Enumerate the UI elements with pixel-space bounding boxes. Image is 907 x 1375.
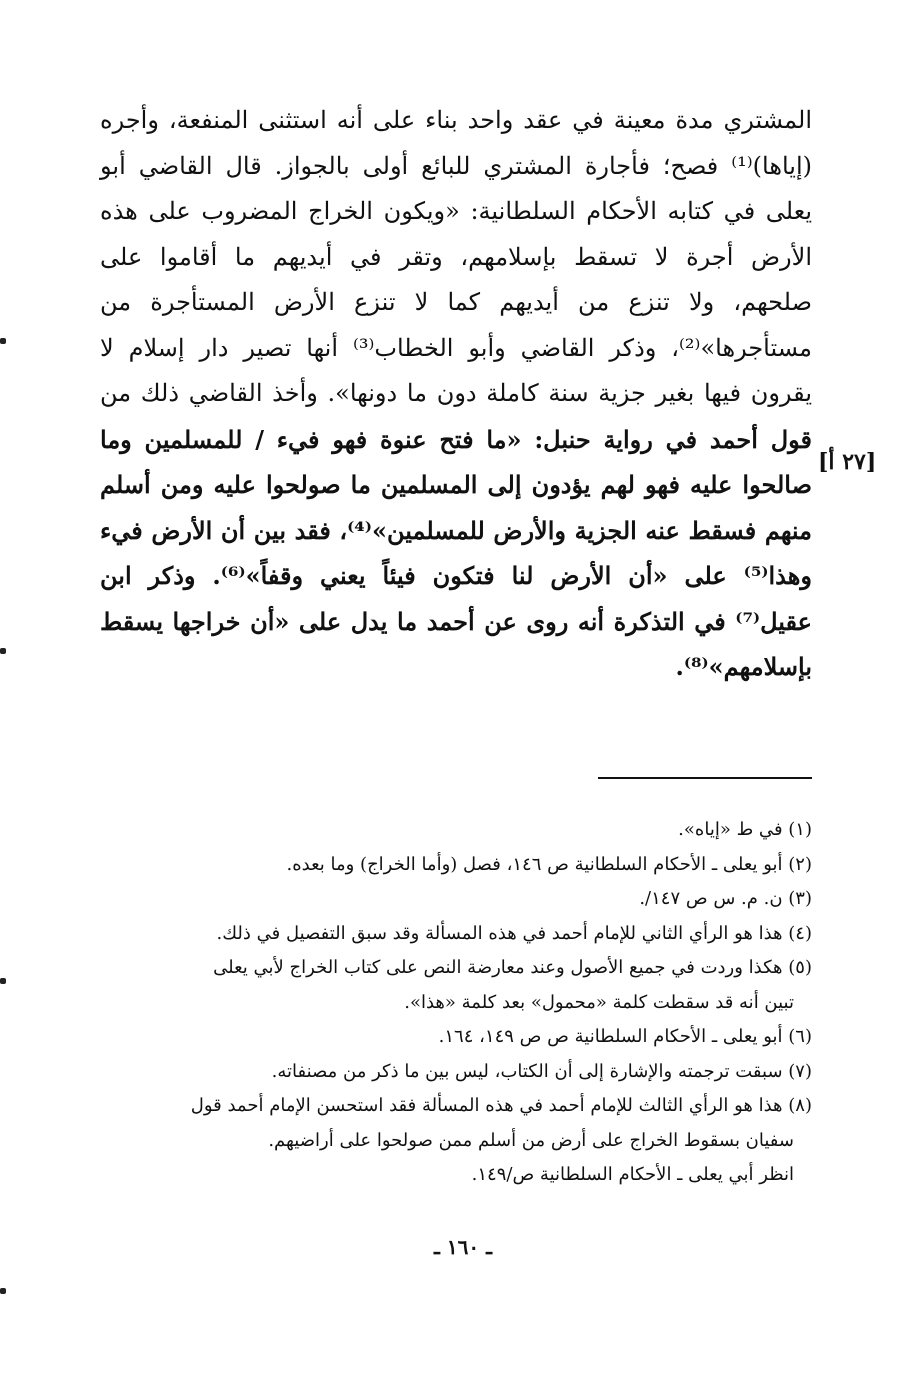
body-line-10: منهم فسقط عنه الجزية والأرض للمسلمين»⁽⁴⁾، فقد بين أن الأرض فيء: [100, 515, 812, 545]
body-line-6: مستأجرها»⁽²⁾، وذكر القاضي وأبو الخطاب⁽³⁾ أنها تصير دار إسلام لا: [100, 333, 812, 362]
body-line-2: (إياها)⁽¹⁾ فصح؛ فأجارة المشتري للبائع أولى بالجواز. قال القاضي أبو: [100, 151, 812, 180]
footnote-5-continued: تبين أنه قد سقطت كلمة «محمول» بعد كلمة «هذا».: [404, 991, 794, 1013]
body-line-9: صالحوا عليه فهو لهم يؤدون إلى المسلمين ما صولحوا عليه ومن أسلم: [100, 470, 812, 499]
footnote-8: (٨) هذا هو الرأي الثالث للإمام أحمد في هذه المسألة فقد استحسن الإمام أحمد قول: [190, 1095, 812, 1116]
body-line-8: قول أحمد في رواية حنبل: «ما فتح عنوة فهو فيء / للمسلمين وما: [100, 424, 812, 454]
scan-edge-mark: [0, 338, 6, 344]
footnote-7: (٧) سبقت ترجمته والإشارة إلى أن الكتاب، ليس بين ما ذكر من مصنفاته.: [271, 1060, 812, 1082]
main-body-text: [100, 98, 812, 690]
body-line-11: وهذا⁽⁵⁾ على «أن الأرض لنا فتكون فيئاً يعني وقفاً»⁽⁶⁾. وذكر ابن: [100, 561, 812, 590]
body-line-3: يعلى في كتابه الأحكام السلطانية: «ويكون الخراج المضروب على هذه: [100, 197, 812, 225]
footnote-4: (٤) هذا هو الرأي الثاني للإمام أحمد في هذه المسألة وقد سبق التفصيل في ذلك.: [216, 922, 812, 944]
footnotes-section: [150, 813, 812, 1193]
body-line-4: الأرض أجرة لا تسقط بإسلامهم، وتقر في أيديهم ما أقاموا على: [100, 242, 812, 271]
footnote-separator: [598, 777, 812, 779]
footnote-8-reference: انظر أبي يعلى ـ الأحكام السلطانية ص/١٤٩.: [471, 1164, 794, 1185]
body-line-1: المشتري مدة معينة في عقد واحد بناء على أنه استثنى المنفعة، وأجره: [100, 106, 813, 134]
footnote-1: (١) في ط «إياه».: [678, 819, 812, 840]
footnote-2: (٢) أبو يعلى ـ الأحكام السلطانية ص ١٤٦، فصل (وأما الخراج) وما بعده.: [286, 853, 812, 875]
footnote-3: (٣) ن. م. س ص ١٤٧/.: [639, 888, 812, 909]
scan-edge-mark: [0, 1288, 6, 1294]
manuscript-folio-marker: [٢٧ أ]: [818, 449, 877, 475]
scan-edge-mark: [0, 648, 6, 654]
body-line-13: بإسلامهم»⁽⁸⁾.: [675, 652, 812, 681]
page-number: ـ ١٦٠ ـ: [434, 1235, 492, 1259]
body-line-7: يقرون فيها بغير جزية سنة كاملة دون ما دونها». وأخذ القاضي ذلك من: [100, 379, 812, 407]
body-line-5: صلحهم، ولا تنزع من أيديهم كما لا تنزع الأرض المستأجرة من: [100, 288, 812, 316]
body-line-12: عقيل⁽⁷⁾ في التذكرة أنه روى عن أحمد ما يدل على «أن خراجها يسقط: [100, 606, 812, 636]
footnote-8-continued: سفيان بسقوط الخراج على أرض من أسلم ممن صولحوا على أراضيهم.: [268, 1129, 794, 1151]
footnote-5: (٥) هكذا وردت في جميع الأصول وعند معارضة النص على كتاب الخراج لأبي يعلى: [213, 957, 812, 978]
footnote-6: (٦) أبو يعلى ـ الأحكام السلطانية ص ص ١٤٩، ١٦٤.: [438, 1026, 812, 1047]
scan-edge-mark: [0, 978, 6, 984]
